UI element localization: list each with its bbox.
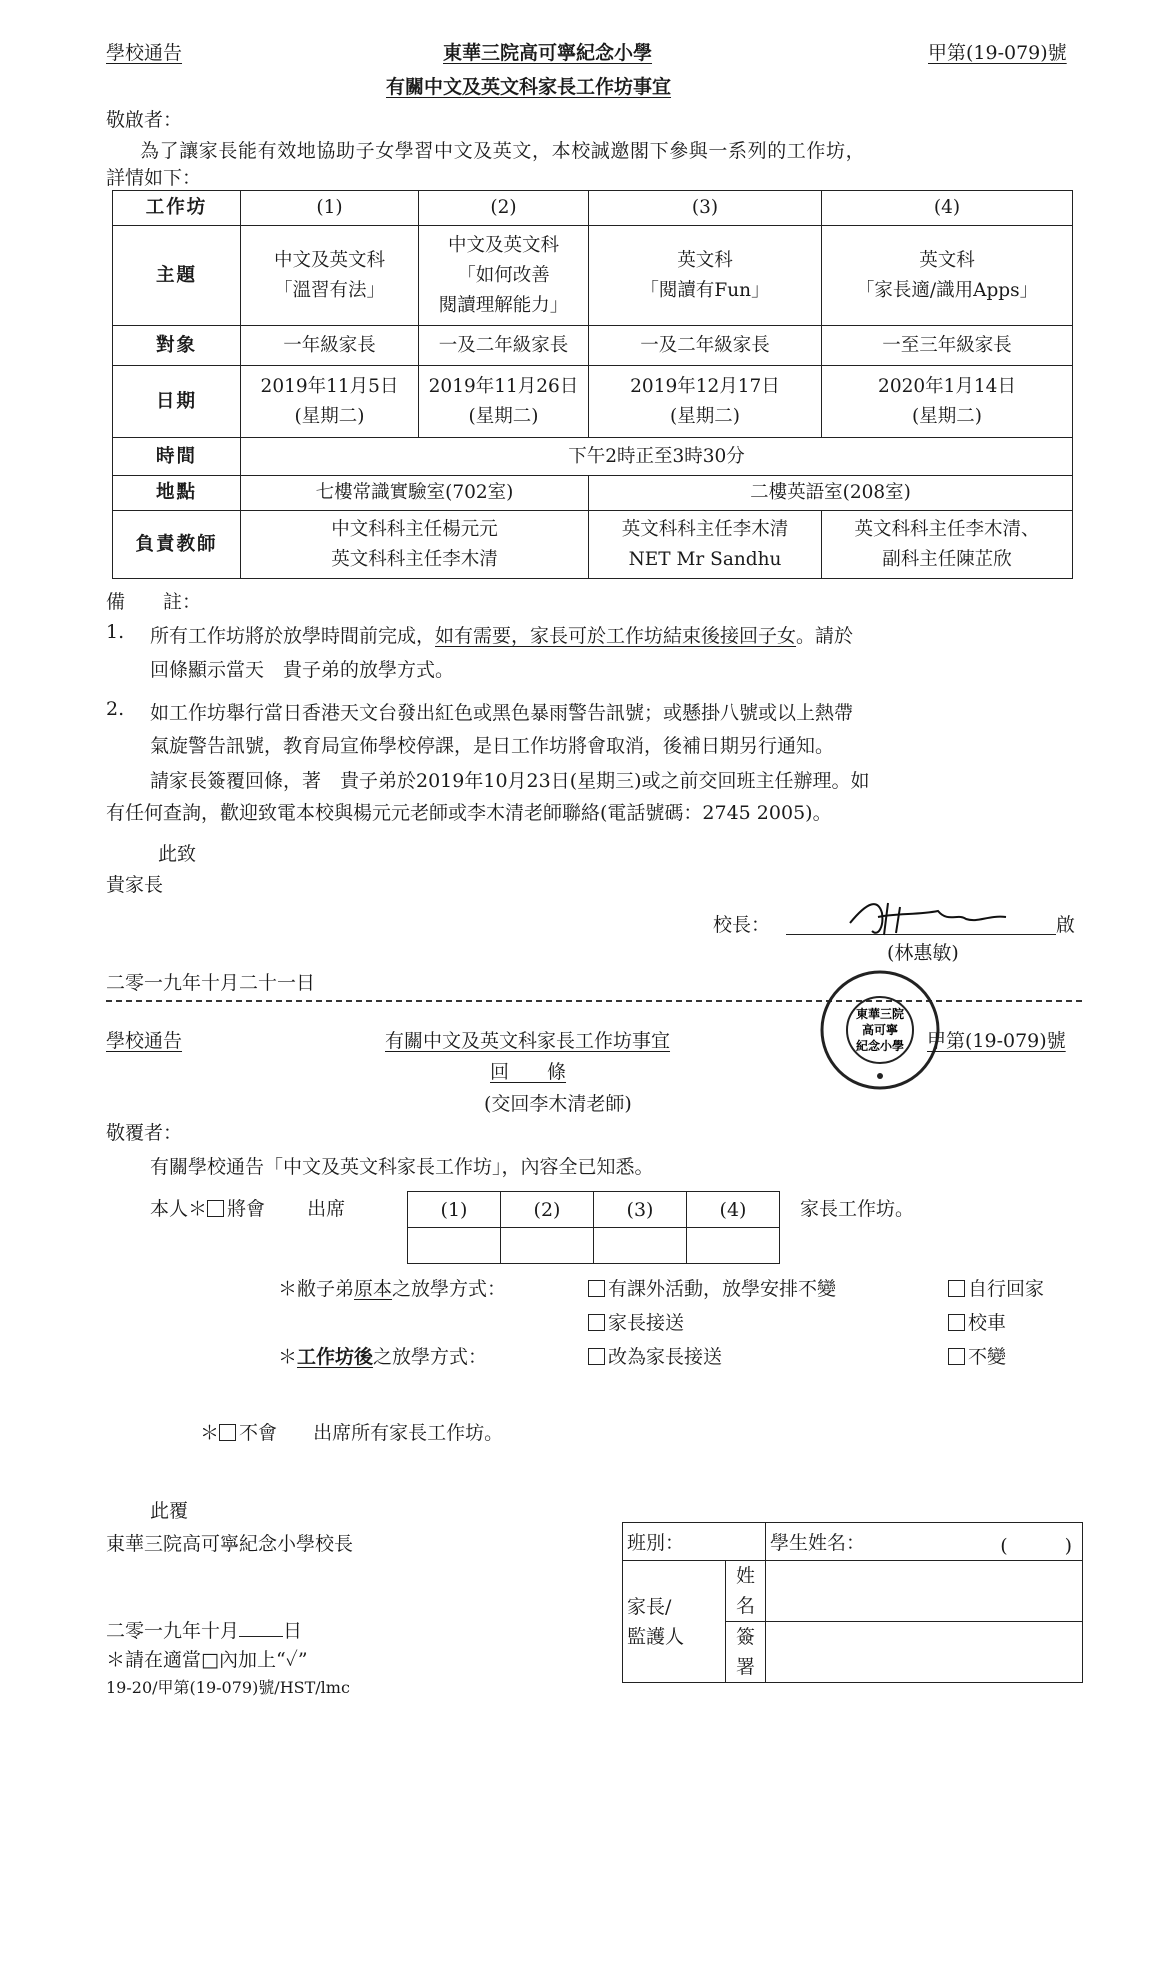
date-cell: 2020年1月14日 (星期二): [822, 366, 1073, 438]
salutation-1: 此致: [158, 843, 197, 865]
option-change-pickup-checkbox[interactable]: [588, 1348, 605, 1365]
after-mode-label: ＊工作坊後之放學方式：: [278, 1346, 488, 1368]
svg-text:東華三院: 東華三院: [855, 1007, 905, 1021]
remark-1-line-1: 所有工作坊將於放學時間前完成，如有需要，家長可於工作坊結束後接回子女。請於: [150, 625, 854, 647]
workshop-selection-table: [407, 1191, 780, 1264]
reply-date: 二零一九年十月 日: [106, 1620, 303, 1642]
not-attend-checkbox[interactable]: [219, 1424, 236, 1441]
teacher-cell: 中文科科主任楊元元 英文科科主任李木清: [241, 511, 589, 579]
reply-notice-label: 學校通告: [106, 1030, 183, 1052]
intro-line-2: 詳情如下：: [106, 167, 202, 189]
date-cell: 2019年11月5日 (星期二): [241, 366, 419, 438]
option-change-pickup: 改為家長接送: [588, 1342, 722, 1369]
guardian-name-field[interactable]: [766, 1561, 1083, 1622]
row-label-target: 對象: [113, 326, 241, 366]
row-label-workshop: 工作坊: [113, 191, 241, 226]
name-label: 姓 名: [726, 1561, 766, 1622]
remark-2-line-1: 如工作坊舉行當日香港天文台發出紅色或黑色暴雨警告訊號；或懸掛八號或以上熱帶: [150, 702, 854, 724]
table-row: [408, 1228, 780, 1264]
workshop-number: (3): [589, 191, 822, 226]
will-attend-checkbox[interactable]: [207, 1200, 224, 1217]
workshop-number: (1): [241, 191, 419, 226]
table-row: [113, 191, 1073, 226]
workshop-tick-cell[interactable]: [594, 1228, 687, 1264]
option-self-home-checkbox[interactable]: [948, 1280, 965, 1297]
handwritten-signature: [838, 893, 1018, 943]
remark-2-line-2: 氣旋警告訊號，教育局宣佈學校停課，是日工作坊將會取消，後補日期另行通知。: [150, 735, 835, 757]
target-cell: 一至三年級家長: [822, 326, 1073, 366]
row-label-date: 日期: [113, 366, 241, 438]
table-row: [113, 326, 1073, 366]
reply-subject: 有關中文及英文科家長工作坊事宜: [385, 1030, 671, 1052]
topic-cell: 英文科 「家長適/識用Apps」: [822, 226, 1073, 326]
table-row: [623, 1561, 1083, 1622]
target-cell: 一及二年級家長: [419, 326, 589, 366]
target-cell: 一及二年級家長: [589, 326, 822, 366]
greeting: 敬啟者：: [106, 109, 183, 131]
option-unchanged: 不變: [948, 1342, 1006, 1369]
reply-addressee: 東華三院高可寧紀念小學校長: [106, 1533, 354, 1555]
teacher-cell: 英文科科主任李木清 NET Mr Sandhu: [589, 511, 822, 579]
principal-suffix: 啟: [1056, 914, 1076, 936]
reply-acknowledgement: 有關學校通告「中文及英文科家長工作坊」，內容全已知悉。: [150, 1156, 654, 1178]
reply-closing: 此覆: [150, 1500, 189, 1522]
original-mode-label: ＊敝子弟原本之放學方式：: [278, 1278, 507, 1300]
workshop-table: [112, 190, 1073, 579]
sign-label: 簽 署: [726, 1622, 766, 1683]
date-cell: 2019年11月26日 (星期二): [419, 366, 589, 438]
topic-cell: 英文科 「閱讀有Fun」: [589, 226, 822, 326]
remark-1-line-2: 回條顯示當天 貴子弟的放學方式。: [150, 659, 455, 681]
row-label-topic: 主題: [113, 226, 241, 326]
remark-number: 1.: [106, 621, 125, 643]
workshop-tick-cell[interactable]: [687, 1228, 780, 1264]
class-field[interactable]: 班別：: [623, 1523, 766, 1561]
workshop-option: (2): [501, 1192, 594, 1228]
school-name: 東華三院高可寧紀念小學: [443, 42, 653, 64]
row-label-time: 時間: [113, 438, 241, 476]
school-stamp: [818, 968, 942, 1092]
option-parent-pickup-checkbox[interactable]: [588, 1314, 605, 1331]
table-row: [408, 1192, 780, 1228]
not-attend-row: ＊ 不會 出席所有家長工作坊。: [200, 1422, 504, 1444]
workshop-option: (3): [594, 1192, 687, 1228]
workshop-tick-cell[interactable]: [501, 1228, 594, 1264]
option-parent-pickup: 家長接送: [588, 1308, 684, 1335]
workshop-number: (2): [419, 191, 589, 226]
time-cell: 下午2時正至3時30分: [241, 438, 1073, 476]
principal-label: 校長：: [713, 914, 771, 936]
option-activity-checkbox[interactable]: [588, 1280, 605, 1297]
teacher-cell: 英文科科主任李木清、 副科主任陳芷欣: [822, 511, 1073, 579]
table-row: [113, 366, 1073, 438]
topic-cell: 中文及英文科 「溫習有法」: [241, 226, 419, 326]
guardian-signature-field[interactable]: [766, 1622, 1083, 1683]
tick-instruction: ＊請在適當□內加上“✓”: [106, 1649, 308, 1671]
option-school-bus: 校車: [948, 1308, 1006, 1335]
principal-name: (林惠敏): [887, 942, 959, 964]
notice-label: 學校通告: [106, 42, 183, 64]
workshop-option: (1): [408, 1192, 501, 1228]
remark-number: 2.: [106, 698, 125, 720]
notice-subject: 有關中文及英文科家長工作坊事宜: [386, 76, 672, 98]
salutation-2: 貴家長: [106, 874, 164, 896]
footer-code: 19-20/甲第(19-079)號/HST/lmc: [106, 1678, 350, 1697]
attend-suffix: 家長工作坊。: [800, 1198, 915, 1220]
intro-line-1: 為了讓家長能有效地協助子女學習中文及英文，本校誠邀閣下參與一系列的工作坊，: [140, 140, 866, 162]
reply-reference-number: 甲第(19-079)號: [927, 1030, 1066, 1052]
workshop-option: (4): [687, 1192, 780, 1228]
table-row: [623, 1523, 1083, 1561]
remarks-label: 備 註：: [106, 591, 202, 613]
venue-cell: 二樓英語室(208室): [589, 476, 1073, 511]
table-row: [113, 226, 1073, 326]
table-row: [113, 476, 1073, 511]
attend-row: 本人＊ 將會 出席: [150, 1198, 346, 1220]
notice-date: 二零一九年十月二十一日: [106, 972, 316, 994]
reference-number: 甲第(19-079)號: [928, 42, 1067, 64]
row-label-teacher: 負責教師: [113, 511, 241, 579]
target-cell: 一年級家長: [241, 326, 419, 366]
reply-title: 回 條: [490, 1061, 567, 1083]
student-name-field[interactable]: 學生姓名： ( ): [766, 1523, 1083, 1561]
date-cell: 2019年12月17日 (星期二): [589, 366, 822, 438]
row-label-venue: 地點: [113, 476, 241, 511]
option-activity: 有課外活動，放學安排不變: [588, 1274, 836, 1301]
svg-text:高可寧: 高可寧: [861, 1023, 899, 1037]
option-school-bus-checkbox[interactable]: [948, 1314, 965, 1331]
reply-return-to: (交回李木清老師): [484, 1093, 632, 1115]
venue-cell: 七樓常識實驗室(702室): [241, 476, 589, 511]
student-info-table: [622, 1522, 1083, 1683]
reply-greeting: 敬覆者：: [106, 1122, 183, 1144]
guardian-label: 家長/ 監護人: [623, 1561, 726, 1683]
topic-cell: 中文及英文科 「如何改善 閱讀理解能力」: [419, 226, 589, 326]
table-row: [113, 438, 1073, 476]
option-unchanged-checkbox[interactable]: [948, 1348, 965, 1365]
closing-line-2: 有任何查詢，歡迎致電本校與楊元元老師或李木清老師聯絡(電話號碼：2745 2005)。: [106, 802, 832, 824]
option-self-home: 自行回家: [948, 1274, 1044, 1301]
svg-text:紀念小學: 紀念小學: [855, 1039, 905, 1053]
workshop-number: (4): [822, 191, 1073, 226]
closing-line-1: 請家長簽覆回條，著 貴子弟於2019年10月23日(星期三)或之前交回班主任辦理。如: [150, 770, 870, 792]
workshop-tick-cell[interactable]: [408, 1228, 501, 1264]
table-row: [113, 511, 1073, 579]
